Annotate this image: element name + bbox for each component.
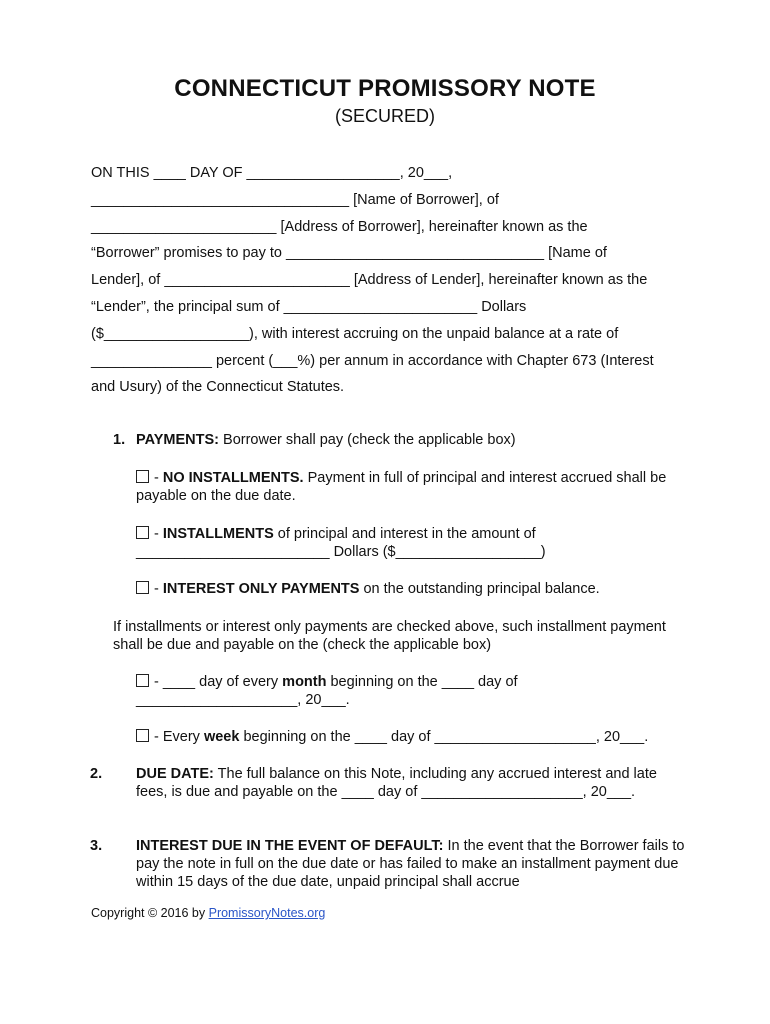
option-bold: week — [203, 729, 240, 745]
checkbox-interest-only[interactable] — [136, 581, 149, 594]
section-payments — [113, 431, 693, 449]
option-text: beginning on the ____ day of — [326, 674, 518, 690]
option-text: ________________________ Dollars ($__________________) — [136, 544, 546, 560]
option-interest-only — [136, 580, 696, 598]
option-monthly — [136, 673, 696, 709]
section-text: The full balance on this Note, including any accrued interest and late fees, is due and payable on the ____ day of ____________________, 20___. — [136, 766, 657, 800]
document-title: CONNECTICUT PROMISSORY NOTE — [174, 75, 596, 102]
section-number: 3. — [90, 838, 103, 854]
intro-line: _______________ percent (___%) per annum in accordance with Chapter 673 (Interest — [91, 352, 654, 369]
section-text: In the event that the Borrower fails to pay the note in full on the due date or has failed to make an installment payment due within 15 days of the due date, unpaid principal shall accrue — [136, 838, 685, 890]
section-heading: DUE DATE: — [136, 766, 214, 782]
section-number: 2. — [90, 766, 103, 782]
document-subtitle: (SECURED) — [334, 106, 435, 126]
option-text: ____ day of every — [162, 674, 283, 690]
checkbox-monthly[interactable] — [136, 674, 149, 687]
option-dash: - — [154, 581, 163, 597]
option-dash: - — [154, 729, 163, 745]
intro-line: Lender], of _______________________ [Address of Lender], hereinafter known as the — [91, 272, 648, 289]
section-due-date — [90, 765, 681, 801]
option-text: Payment in full of principal and interest accrued shall be payable on the due date. — [136, 470, 667, 504]
option-text: Every — [162, 729, 204, 745]
section-number: 1. — [113, 432, 126, 448]
intro-line: “Borrower” promises to pay to ________________________________ [Name of — [91, 245, 607, 262]
conditional-paragraph: If installments or interest only payments are checked above, such installment payment shall be due and payable on the (check the applicable box) — [113, 619, 666, 653]
option-heading: INSTALLMENTS — [162, 526, 274, 542]
option-bold: month — [282, 674, 327, 690]
footer-copyright — [91, 906, 325, 920]
section-heading: PAYMENTS: — [136, 432, 219, 448]
option-heading: INTEREST ONLY PAYMENTS — [162, 581, 360, 597]
intro-line: and Usury) of the Connecticut Statutes. — [91, 379, 345, 396]
intro-line: ________________________________ [Name of Borrower], of — [91, 191, 499, 208]
option-text: on the outstanding principal balance. — [359, 581, 600, 597]
option-text: beginning on the ____ day of ____________________, 20___. — [239, 729, 649, 745]
section-text: Borrower shall pay (check the applicable box) — [219, 432, 516, 448]
option-text: ____________________, 20___. — [136, 692, 350, 708]
option-heading: NO INSTALLMENTS. — [162, 470, 304, 486]
intro-paragraph — [91, 160, 691, 401]
intro-line: “Lender”, the principal sum of ________________________ Dollars — [91, 298, 527, 315]
checkbox-weekly[interactable] — [136, 729, 149, 742]
option-no-installments — [136, 469, 696, 505]
copyright-text: Copyright © 2016 by — [91, 906, 209, 920]
intro-line: _______________________ [Address of Borrower], hereinafter known as the — [91, 218, 588, 235]
intro-line: ($__________________), with interest accruing on the unpaid balance at a rate of — [91, 325, 619, 342]
section-default-interest — [90, 837, 696, 891]
option-weekly — [136, 728, 696, 746]
checkbox-no-installments[interactable] — [136, 470, 149, 483]
option-dash: - — [154, 526, 163, 542]
option-text: of principal and interest in the amount of — [273, 526, 536, 542]
intro-line: ON THIS ____ DAY OF ___________________, 20___, — [91, 165, 453, 181]
option-installments — [136, 525, 696, 561]
section-heading: INTEREST DUE IN THE EVENT OF DEFAULT: — [136, 838, 444, 854]
checkbox-installments[interactable] — [136, 526, 149, 539]
option-dash: - — [154, 674, 163, 690]
option-dash: - — [154, 470, 163, 486]
promissorynotes-link[interactable]: PromissoryNotes.org — [208, 906, 326, 920]
